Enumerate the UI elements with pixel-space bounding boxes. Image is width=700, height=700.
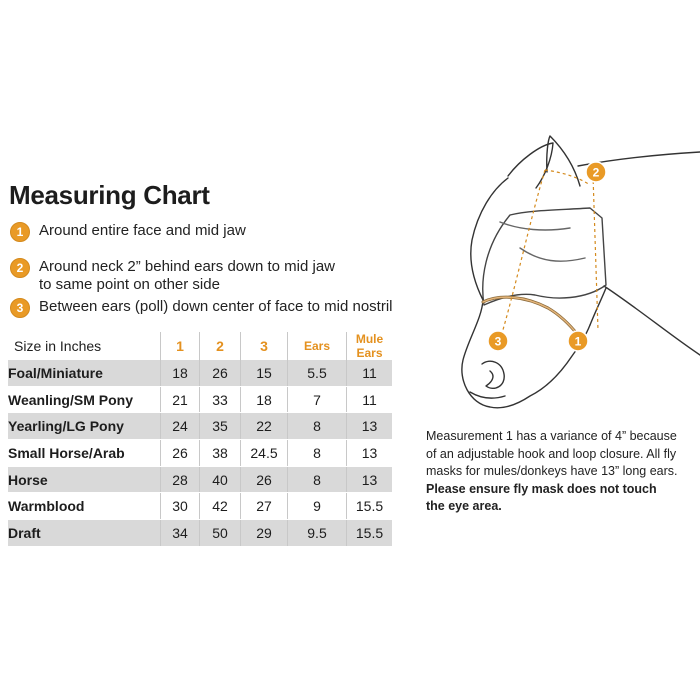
table-row [8, 520, 392, 547]
table-row [8, 360, 392, 386]
marker-3 [488, 331, 508, 351]
cell: 29 [241, 520, 288, 547]
nostril-outline [482, 361, 504, 388]
cell: 11 [347, 360, 393, 386]
noseband-inner [483, 297, 578, 335]
cell: 15.5 [347, 520, 393, 547]
header-mule-line2: Ears [356, 346, 383, 360]
page-title: Measuring Chart [9, 180, 210, 210]
cell: 24 [161, 413, 200, 440]
neck-throat-line [604, 286, 700, 355]
cell: 13 [347, 440, 393, 467]
cell: 27 [241, 493, 288, 520]
cell: 26 [241, 466, 288, 493]
table-header-row [8, 332, 392, 360]
cell: 26 [161, 440, 200, 467]
header-ears: Ears [288, 332, 347, 360]
row-name: Foal/Miniature [8, 360, 161, 386]
horse-head-diagram [440, 120, 700, 420]
cell: 9 [288, 493, 347, 520]
cell: 11 [347, 386, 393, 413]
cell: 15.5 [347, 493, 393, 520]
header-mule-ears [347, 332, 393, 360]
cell: 24.5 [241, 440, 288, 467]
cell: 26 [200, 360, 241, 386]
header-size: Size in Inches [14, 338, 102, 354]
noseband [483, 297, 578, 335]
legend-text-2-line1: Around neck 2” behind ears down to mid jaw [39, 258, 336, 275]
cell: 8 [288, 466, 347, 493]
table-row [8, 440, 392, 467]
legend-item-1 [10, 222, 246, 242]
marker-1 [568, 331, 588, 351]
cell: 42 [200, 493, 241, 520]
header-3: 3 [241, 332, 288, 360]
number-1-badge: 1 [10, 222, 30, 242]
row-name: Small Horse/Arab [8, 440, 161, 467]
row-name: Horse [8, 466, 161, 493]
table-row [8, 386, 392, 413]
marker-2 [586, 162, 606, 182]
cell: 8 [288, 440, 347, 467]
table-row [8, 493, 392, 520]
row-name: Warmblood [8, 493, 161, 520]
note-warning: Please ensure fly mask does not touch the eye area. [426, 481, 657, 513]
header-1: 1 [161, 332, 200, 360]
legend-text-3: Between ears (poll) down center of face to mid nostril [39, 298, 393, 315]
legend-item-2 [10, 258, 335, 294]
cell: 40 [200, 466, 241, 493]
number-2-badge: 2 [10, 258, 30, 278]
marker-2-label: 2 [592, 165, 600, 180]
table-row [8, 466, 392, 493]
header-2: 2 [200, 332, 241, 360]
row-name: Yearling/LG Pony [8, 413, 161, 440]
cell: 38 [200, 440, 241, 467]
number-3-badge: 3 [10, 298, 30, 318]
legend-text-2 [39, 258, 335, 294]
size-table [8, 332, 392, 547]
measure-line-2-ear [545, 170, 590, 185]
cell: 22 [241, 413, 288, 440]
cell: 28 [161, 466, 200, 493]
legend-item-3 [10, 298, 393, 318]
cell: 13 [347, 466, 393, 493]
cell: 5.5 [288, 360, 347, 386]
cell: 33 [200, 386, 241, 413]
cell: 13 [347, 413, 393, 440]
cell: 21 [161, 386, 200, 413]
marker-1-label: 1 [574, 334, 582, 349]
cell: 35 [200, 413, 241, 440]
cell: 7 [288, 386, 347, 413]
legend-text-2-line2: to same point on other side [39, 276, 220, 293]
variance-note [426, 428, 678, 516]
row-name: Draft [8, 520, 161, 547]
measure-line-3 [500, 170, 545, 340]
cell: 9.5 [288, 520, 347, 547]
cell: 34 [161, 520, 200, 547]
cell: 15 [241, 360, 288, 386]
marker-3-label: 3 [494, 334, 502, 349]
cell: 50 [200, 520, 241, 547]
row-name: Weanling/SM Pony [8, 386, 161, 413]
cell: 18 [241, 386, 288, 413]
legend-text-1: Around entire face and mid jaw [39, 222, 246, 239]
mouth-line [470, 392, 505, 398]
cell: 18 [161, 360, 200, 386]
note-text: Measurement 1 has a variance of 4” because of an adjustable hook and loop closure. All fly masks for mules/donkeys have 13” long ears. [426, 429, 678, 478]
mask-brow-line [500, 222, 570, 230]
table-row [8, 413, 392, 440]
header-mule-line1: Mule [355, 332, 384, 346]
cell: 30 [161, 493, 200, 520]
cell: 8 [288, 413, 347, 440]
mask-eye-line [520, 248, 585, 261]
